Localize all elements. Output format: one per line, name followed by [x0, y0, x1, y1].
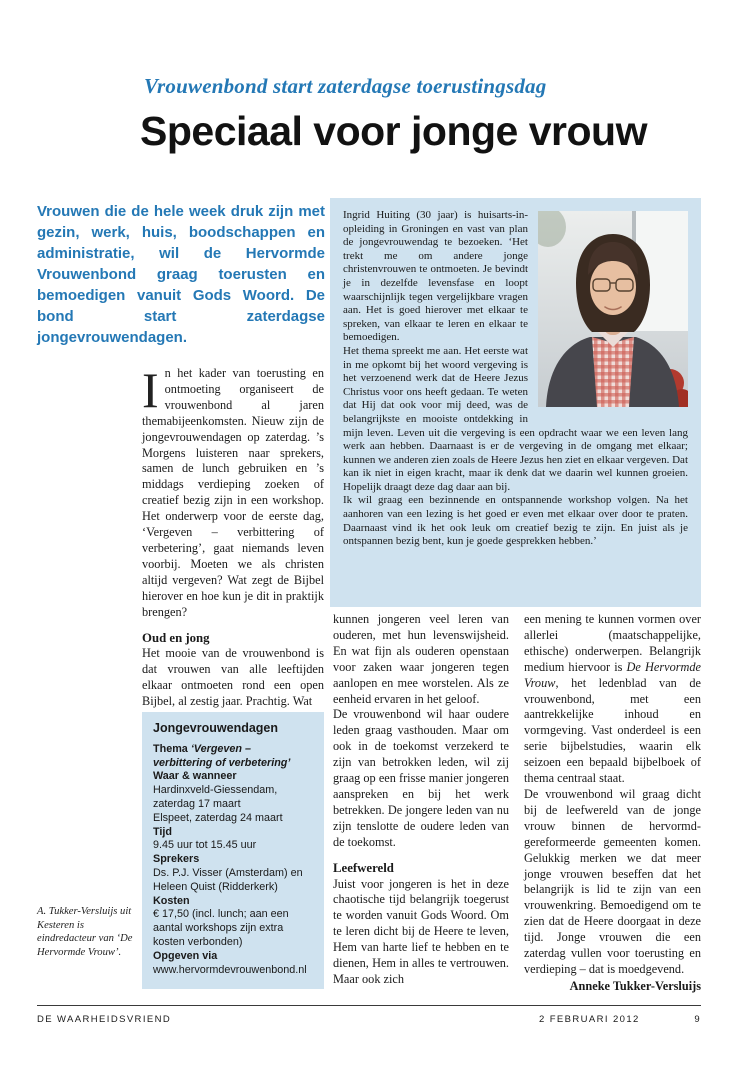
- author-byline: Anneke Tukker-Versluijs: [569, 978, 701, 993]
- infobox-value-waar-1: Hardinxveld-Giessendam, zaterdag 17 maart: [153, 784, 278, 810]
- woman-portrait-illustration: [538, 211, 688, 407]
- article-paragraph: [524, 612, 701, 787]
- interview-paragraph: Ik wil graag een bezinnende en ontspannende workshop volgen. Na het aanhoren van een lezing is het goed er even met elkaar over door te praten. Daarnaast vind ik het ook leuk om creatief bezig te zijn. En juist als je ontspannen bezig bent, kun je goede gesprekken hebben.’: [343, 494, 688, 548]
- infobox-label-sprekers: Sprekers: [153, 853, 200, 866]
- article-paragraph: Het mooie van de vrouwenbond is dat vrouwen van alle leeftijden elkaar ontmoeten rond een open Bijbel, al zestig jaar. Prachtig. Wat: [142, 646, 324, 709]
- infobox-website-url: www.hervormdevrouwenbond.nl: [153, 963, 307, 976]
- infobox-label-kosten: Kosten: [153, 894, 190, 907]
- article-text: een mening te kunnen vormen over allerlei (maatschappelijke, ethische) onderwerpen. Belangrijk medium hiervoor is: [524, 612, 701, 674]
- footer-publication-name: DE WAARHEIDSVRIEND: [37, 1014, 172, 1025]
- article-column-2: [333, 612, 509, 988]
- page-footer: [37, 1005, 701, 1034]
- article-text: , het ledenblad van de vrouwenbond, met een aantrekkelijke inhoud en vormgeving. Vast onderdeel is een serie bijbelstudies, waarin elk seizoen een bepaald bijbelboek of thema centraal staat.: [524, 675, 701, 786]
- interview-box: [330, 198, 701, 607]
- infobox-label-tijd: Tijd: [153, 825, 172, 838]
- article-text: n het kader van toerusting en ontmoeting organiseert de vrouwenbond al jaren themabijeenkomsten. Nieuw zijn de jongevrouwendagen op zaterdag. ’s Morgens luisteren naar sprekers, samen de lunch gebruiken en ’s middags verdieping zoeken of creatief bezig zijn in een workshop. Het onderwerp voor de eerste dag, ‘Vergeven – verbittering of verbetering’, gaat niemands leven voorbij. Moeten we als christen altijd vergeven? Wat zegt de Bijbel hierover en hoe kun je dit in praktijk brengen?: [142, 366, 324, 619]
- infobox-value-waar-2: Elspeet, zaterdag 24 maart: [153, 811, 283, 824]
- page-title: Speciaal voor jonge vrouw: [140, 108, 647, 154]
- infobox-title: Jongevrouwendagen: [153, 721, 279, 735]
- infobox-label-opgeven: Opgeven via: [153, 949, 218, 962]
- photo-caption: A. Tukker-Versluijs uit Kesteren is eindredacteur van ‘De Hervormde Vrouw’.: [37, 906, 133, 958]
- lead-paragraph: Vrouwen die de hele week druk zijn met gezin, werk, huis, boodschappen en administratie, wil de Hervormde Vrouwenbond graag toerusten en bemoedigen vanuit Gods Woord. De bond start zaterdagse jongevrouwendagen.: [37, 203, 325, 346]
- info-box: [142, 712, 324, 989]
- interview-paragraph: Het thema spreekt me aan. Het eerste wat in me opkomt bij het woord vergeving is het verzoenend werk dat de Heere Jezus Christus voor ons heeft gedaan. Te weten dat Hij dat ook voor mij deed, was de belangrijkste en mooiste ontdekking in mijn leven. Leven uit die vergeving is een opdracht waar we een leven lang werk aan hebben. Daarnaast is er de vergeving in de omgang met elkaar; kunnen we anderen zien zoals de Heere Jezus hen ziet en elkaar vergeven. Dat kan ik niet in eigen kracht, maar ik denk dat we daarin wel kunnen groeien. Hopelijk draagt deze dag daar aan bij.: [343, 344, 688, 493]
- infobox-value-sprekers: Ds. P.J. Visser (Amsterdam) en Heleen Quist (Ridderkerk): [153, 866, 303, 893]
- article-paragraph: De vrouwenbond wil haar oudere leden graag vasthouden. Maar om ook in de toekomst verzekerd te zijn van betrokken leden, wil zij graag op een frisse manier jongeren aanspreken en bij het werk betrekken. De jongere leden van nu zijn tenslotte de oudere leden van de toekomst.: [333, 707, 509, 849]
- article-paragraph: Juist voor jongeren is het in deze chaotische tijd belangrijk toegerust te worden vanuit Gods Woord. Om te leren dicht bij de Heere te leven, Hem van harte lief te hebben en te dienen, Hem in alles te vertrouwen. Maar ook zich: [333, 876, 509, 986]
- portrait-photo: [538, 211, 688, 407]
- infobox-value-thema: ‘Vergeven – verbittering of verbetering’: [153, 742, 291, 769]
- footer-page-number: 9: [694, 1014, 701, 1025]
- interview-paragraph: Ingrid Huiting (30 jaar) is huisarts-in-opleiding in Groningen en vast van plan de jongevrouwendag te bezoeken. ‘Het trekt me om andere jonge christenvrouwen te ontmoeten. Je bevindt je in dezelfde levensfase en loopt waarschijnlijk tegen vergelijkbare vragen aan. Het is goed hierover met elkaar te spreken, van elkaar te leren en elkaar te bemoedigen.: [343, 209, 528, 344]
- magazine-name: De Hervormde Vrouw: [524, 659, 701, 690]
- section-heading-leefwereld: Leefwereld: [333, 860, 394, 875]
- section-heading-oud-en-jong: Oud en jong: [142, 630, 210, 645]
- footer-date: 2 FEBRUARI 2012: [539, 1014, 640, 1025]
- article-column-3: [524, 612, 701, 995]
- infobox-value-tijd: 9.45 uur tot 15.45 uur: [153, 839, 257, 852]
- infobox-value-kosten: € 17,50 (incl. lunch; aan een aantal workshops zijn extra kosten verbonden): [153, 908, 289, 948]
- infobox-row-thema: [153, 743, 313, 771]
- infobox-label-thema: Thema: [153, 742, 188, 755]
- article-paragraph: De vrouwenbond wil graag dicht bij de leefwereld van de jonge vrouw binnen de hervormd-gereformeerde gemeenten komen. Gelukkig merken we dat meer jonge vrouwen beseffen dat het belangrijk is lid te zijn van een vrouwenkring. Bemoedigend om te zien dat de Heere doorgaat in deze tijd. Jonge vrouwen die een zaterdag vullen voor toerusting en verdieping – dat is moedgevend.: [524, 786, 701, 976]
- article-paragraph: [142, 362, 324, 621]
- kicker: Vrouwenbond start zaterdagse toerustingsdag: [144, 74, 547, 98]
- article-column-1: [142, 362, 324, 710]
- article-paragraph: kunnen jongeren veel leren van ouderen, met hun levenswijsheid. En wat fijn als ouderen openstaan voor zaken waar jongeren tegen aanlopen en mee worstelen. Als ze eenheid ervaren in het geloof.: [333, 612, 509, 706]
- infobox-label-waar: Waar & wanneer: [153, 770, 237, 783]
- drop-cap: I: [142, 362, 159, 418]
